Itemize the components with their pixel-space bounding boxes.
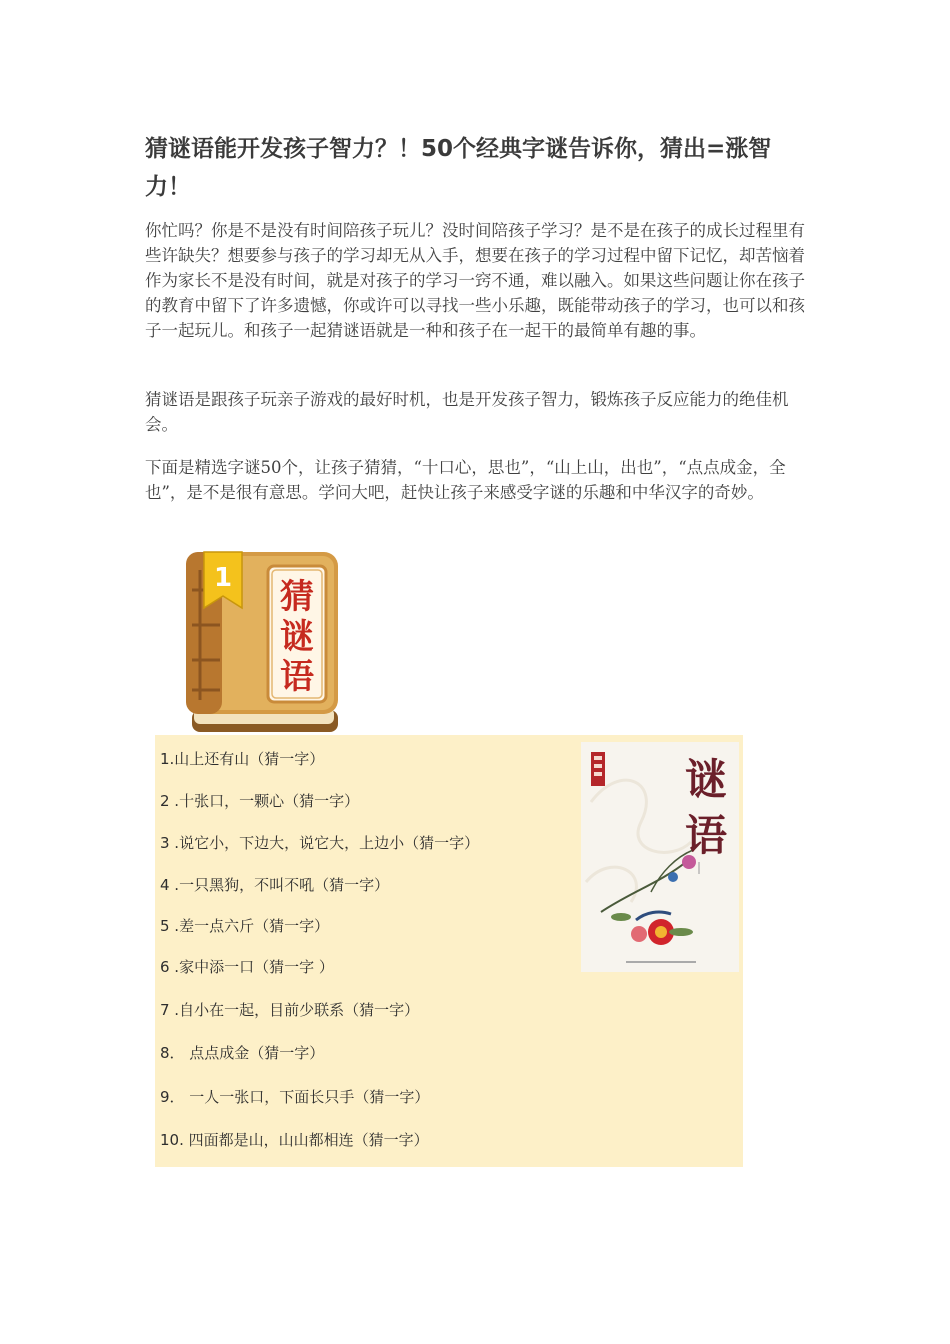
book-label-char-1: 猜 <box>280 577 314 617</box>
riddle-item: 1.山上还有山（猜一字） <box>160 750 325 768</box>
riddle-item: 2 .十张口，一颗心（猜一字） <box>160 792 360 810</box>
second-paragraph: 猜谜语是跟孩子玩亲子游戏的最好时机，也是开发孩子智力，锻炼孩子反应能力的绝佳机会。 <box>145 390 789 434</box>
riddle-item: 5 .差一点六斤（猜一字） <box>160 917 330 935</box>
third-paragraph: 下面是精选字谜50个，让孩子猜猜，“十口心，思也”，“山上山，出也”，“点点成金，全也”，是不是很有意思。学问大吧，赶快让孩子来感受字谜的乐趣和中华汉字的奇妙。 <box>145 458 786 502</box>
riddle-item: 6 .家中添一口（猜一字 ） <box>160 958 334 976</box>
riddle-book-icon <box>184 550 340 736</box>
riddle-book-cover <box>581 742 739 972</box>
riddle-item: 3 .说它小，下边大，说它大，上边小（猜一字） <box>160 834 480 852</box>
cover-title-char: 语 <box>684 811 727 860</box>
cover-title <box>680 752 732 864</box>
riddle-item: 9． 一人一张口，下面长只手（猜一字） <box>160 1088 430 1106</box>
riddle-item: 8． 点点成金（猜一字） <box>160 1044 325 1062</box>
book-label-char-2: 谜 <box>280 617 314 657</box>
riddle-item: 4 .一只黑狗，不叫不吼（猜一字） <box>160 876 390 894</box>
article-title: 猜谜语能开发孩子智力？！50个经典字谜告诉你，猜出=涨智力！ <box>145 136 772 200</box>
book-label-char-3: 语 <box>280 657 314 697</box>
intro-paragraph: 你忙吗？你是不是没有时间陪孩子玩儿？没时间陪孩子学习？是不是在孩子的成长过程里有些许缺失？想要参与孩子的学习却无从入手，想要在孩子的学习过程中留下记忆，却苦恼着作为家长不是没有时间，就是对孩子的学习一窍不通，难以融入。如果这些问题让你在孩子的教育中留下了许多遗憾，你或许可以寻找一些小乐趣，既能带动孩子的学习，也可以和孩子一起玩儿。和孩子一起猜谜语就是一种和孩子在一起干的最简单有趣的事。 <box>145 221 805 340</box>
cover-title-char: 谜 <box>684 755 727 804</box>
riddle-item: 10. 四面都是山，山山都相连（猜一字） <box>160 1131 429 1149</box>
riddle-item: 7 .自小在一起，目前少联系（猜一字） <box>160 1001 420 1019</box>
bookmark-number: 1 <box>213 563 233 593</box>
